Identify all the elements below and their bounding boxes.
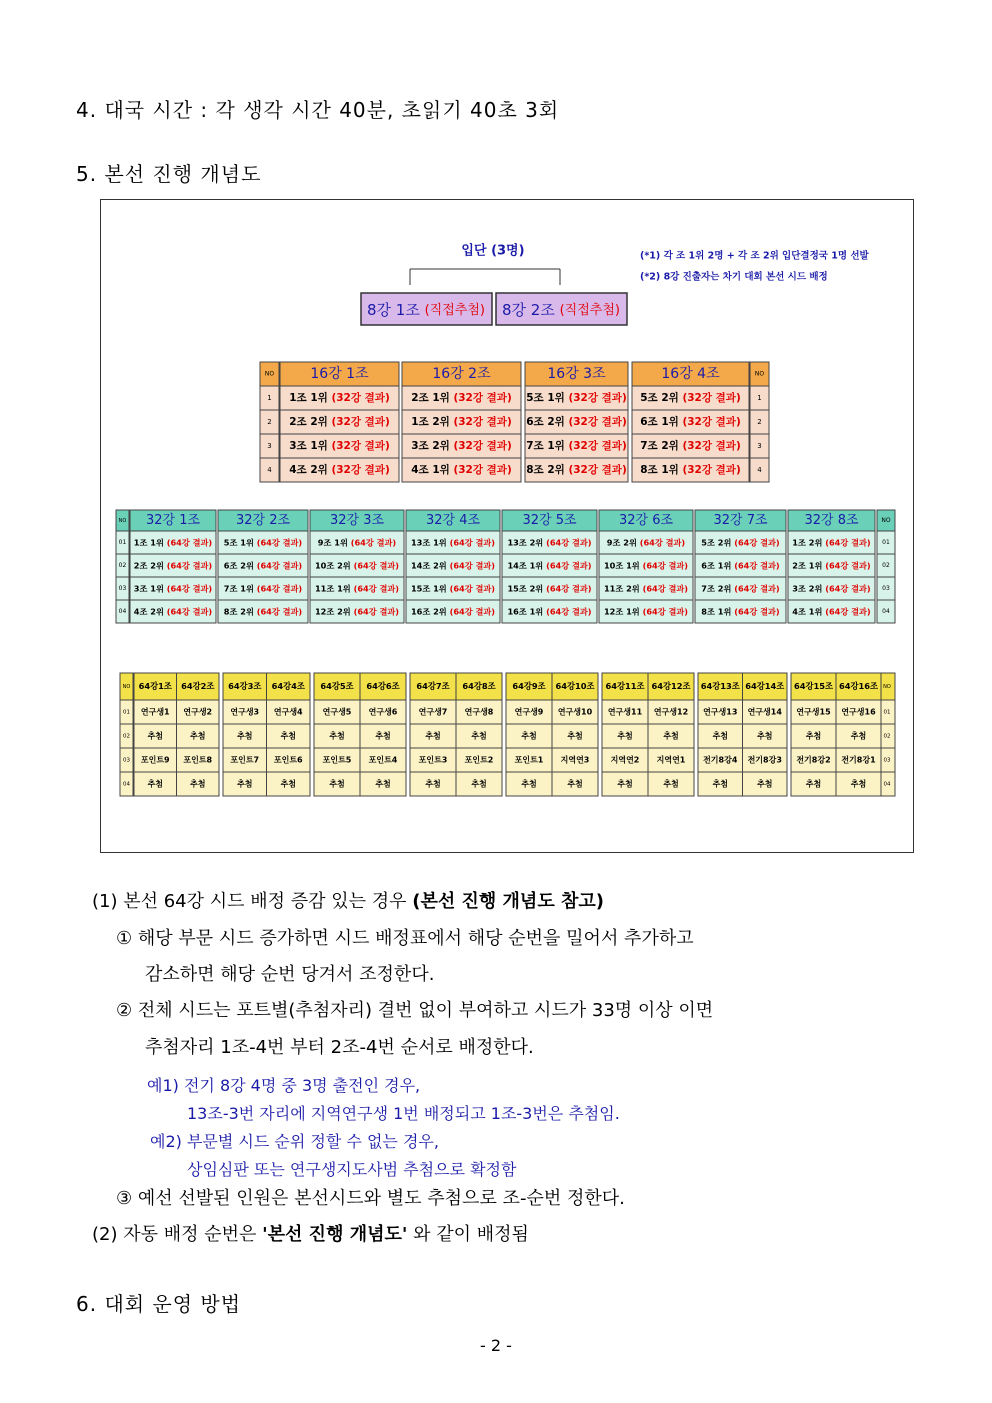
r64-cell-text: 연구생4: [273, 707, 303, 717]
r64-cell-text: 연구생6: [368, 707, 398, 717]
r16-cell-text: 1조 2위 (32강 결과): [411, 416, 512, 428]
r32-cell-text: 12조 1위 (64강 결과): [603, 606, 689, 616]
r32-cell-text: 8조 2위 (64강 결과): [223, 606, 303, 616]
r64-cell-text: 연구생3: [230, 707, 260, 717]
r64-cell-text: 지역연1: [656, 755, 686, 765]
paragraph-1-text: (1) 본선 64강 시드 배정 증감 있는 경우: [92, 891, 407, 912]
r64-cell-text: 추첨: [567, 779, 583, 789]
r32-cell-text: 3조 1위 (64강 결과): [133, 583, 213, 593]
r16-cell-text: 4조 2위 (32강 결과): [289, 464, 390, 476]
r64-group-label-7: 64강7조: [416, 681, 450, 691]
r64-cell-text: 추첨: [567, 731, 583, 741]
example-2-line-2: 상임심판 또는 연구생지도사범 추첨으로 확정함: [187, 1160, 517, 1179]
r32-group-label-2: 32강 2조: [235, 513, 291, 528]
r32-no-left-label: NO: [118, 518, 127, 524]
r32-cell-text: 4조 1위 (64강 결과): [792, 606, 871, 616]
clause-2-line-2: 추첨자리 1조-4번 부터 2조-4번 순서로 배정한다.: [145, 1037, 534, 1058]
r32-row-no-left: 04: [118, 608, 127, 615]
r64-row-no-left: 04: [123, 781, 130, 788]
r64-cell-text: 추첨: [425, 731, 441, 741]
clause-2-line-1: ② 전체 시드는 포트별(추첨자리) 결번 없이 부여하고 시드가 33명 이상 이면: [116, 1000, 714, 1021]
r32-row-no-left: 02: [118, 562, 127, 569]
r64-group-label-12: 64강12조: [651, 681, 691, 691]
r16-cell-text: 3조 1위 (32강 결과): [289, 440, 390, 452]
r32-cell-text: 12조 2위 (64강 결과): [314, 606, 400, 616]
r64-row-no-right: 03: [883, 757, 891, 764]
r32-row-no-left: 03: [118, 585, 127, 592]
clause-1-line-1: ① 해당 부문 시드 증가하면 시드 배정표에서 해당 순번을 밀어서 추가하고: [116, 928, 694, 949]
r32-cell-text: 10조 1위 (64강 결과): [603, 560, 689, 570]
r64-cell-text: 추첨: [712, 731, 728, 741]
r64-group-label-10: 64강10조: [555, 681, 595, 691]
r32-row-no-right: 03: [882, 585, 890, 592]
r32-cell-text: 9조 2위 (64강 결과): [606, 537, 686, 547]
final-box-label-2: 8강 2조 (직접추첨): [502, 300, 620, 319]
r64-row-no-right: 02: [883, 733, 891, 740]
r32-cell-text: 10조 2위 (64강 결과): [314, 560, 400, 570]
r64-group-label-8: 64강8조: [462, 681, 496, 691]
r32-cell-text: 16조 2위 (64강 결과): [410, 606, 496, 616]
r64-group-label-15: 64강15조: [793, 681, 834, 691]
r32-cell-text: 2조 2위 (64강 결과): [133, 560, 213, 570]
r16-row-no-left: 4: [267, 466, 272, 474]
r16-group-label-4: 16강 4조: [661, 366, 720, 382]
r32-cell-text: 11조 2위 (64강 결과): [603, 583, 689, 593]
r64-cell-text: 추첨: [471, 779, 487, 789]
r64-cell-text: 연구생11: [607, 707, 643, 717]
r64-group-label-14: 64강14조: [745, 681, 785, 691]
r16-row-no-left: 3: [267, 442, 272, 450]
r64-cell-text: 추첨: [375, 731, 391, 741]
r32-cell-text: 1조 2위 (64강 결과): [792, 537, 871, 547]
r64-cell-text: 추첨: [190, 731, 206, 741]
r32-group-label-5: 32강 5조: [522, 513, 577, 528]
r64-no-left-label: NO: [122, 684, 131, 690]
r16-row-no-right: 2: [757, 418, 762, 426]
r32-cell-text: 4조 2위 (64강 결과): [133, 606, 213, 616]
r64-cell-text: 포인트1: [514, 755, 544, 765]
r64-group-label-9: 64강9조: [512, 681, 546, 691]
r16-row-no-left: 2: [267, 418, 272, 426]
r32-cell-text: 16조 1위 (64강 결과): [507, 606, 592, 616]
r64-group-label-2: 64강2조: [181, 681, 215, 691]
r64-row-no-left: 01: [123, 709, 130, 716]
r16-group-label-3: 16강 3조: [547, 366, 606, 382]
r64-cell-text: 포인트3: [418, 755, 448, 765]
paragraph-2-text-a: (2) 자동 배정 순번은: [92, 1224, 257, 1245]
r16-cell-text: 6조 2위 (32강 결과): [526, 416, 627, 428]
r64-cell-text: 지역연3: [560, 755, 590, 765]
r32-cell-text: 6조 2위 (64강 결과): [223, 560, 303, 570]
r16-row-no-left: 1: [267, 394, 272, 402]
r64-cell-text: 전기8강4: [703, 755, 738, 765]
note-2: (*2) 8강 진출자는 차기 대회 본선 시드 배정: [640, 271, 828, 283]
r64-cell-text: 포인트4: [368, 755, 398, 765]
section-4-heading: 4. 대국 시간 : 각 생각 시간 40분, 초읽기 40초 3회: [76, 98, 560, 122]
r64-cell-text: 연구생12: [653, 707, 689, 717]
r64-row-no-right: 01: [883, 709, 891, 716]
r64-cell-text: 연구생10: [557, 707, 593, 717]
r64-cell-text: 추첨: [280, 779, 296, 789]
r16-no-left-label: NO: [264, 370, 275, 378]
page-number: - 2 -: [480, 1336, 512, 1355]
r32-cell-text: 8조 1위 (64강 결과): [701, 606, 780, 616]
r16-row-no-right: 1: [757, 394, 762, 402]
r64-cell-text: 추첨: [329, 731, 345, 741]
r16-group-label-1: 16강 1조: [310, 366, 369, 382]
r64-cell-text: 연구생9: [514, 707, 544, 717]
r64-cell-text: 연구생15: [796, 707, 831, 717]
r64-cell-text: 추첨: [147, 731, 163, 741]
r16-no-right-label: NO: [754, 370, 765, 378]
r64-cell-text: 추첨: [375, 779, 391, 789]
r64-cell-text: 추첨: [237, 779, 253, 789]
r16-group-label-2: 16강 2조: [432, 366, 491, 382]
r64-cell-text: 추첨: [329, 779, 345, 789]
r32-cell-text: 14조 2위 (64강 결과): [410, 560, 496, 570]
r64-cell-text: 포인트7: [230, 755, 260, 765]
r32-cell-text: 5조 1위 (64강 결과): [223, 537, 303, 547]
r64-row-no-left: 03: [123, 757, 130, 764]
r16-cell-text: 8조 1위 (32강 결과): [640, 464, 741, 476]
r64-group-label-1: 64강1조: [138, 681, 172, 691]
top-label: 입단 (3명): [461, 243, 525, 259]
r16-row-no-right: 4: [757, 466, 762, 474]
r64-cell-text: 연구생2: [183, 707, 213, 717]
example-1-line-1: 예1) 전기 8강 4명 중 3명 출전인 경우,: [147, 1076, 421, 1095]
r16-cell-text: 2조 2위 (32강 결과): [289, 416, 390, 428]
r64-cell-text: 연구생13: [703, 707, 738, 717]
r64-cell-text: 추첨: [280, 731, 296, 741]
r64-cell-text: 추첨: [190, 779, 206, 789]
r32-group-label-7: 32강 7조: [713, 513, 768, 528]
r32-cell-text: 6조 1위 (64강 결과): [701, 560, 780, 570]
r64-cell-text: 연구생16: [841, 707, 876, 717]
r16-cell-text: 3조 2위 (32강 결과): [411, 440, 512, 452]
example-1-line-2: 13조-3번 자리에 지역연구생 1번 배정되고 1조-3번은 추첨임.: [187, 1104, 620, 1123]
r64-group-label-4: 64강4조: [271, 681, 305, 691]
r64-group-label-6: 64강6조: [366, 681, 400, 691]
r32-cell-text: 15조 1위 (64강 결과): [410, 583, 496, 593]
r64-cell-text: 포인트8: [183, 755, 213, 765]
r64-group-label-5: 64강5조: [320, 681, 354, 691]
r64-cell-text: 포인트2: [464, 755, 494, 765]
r64-group-label-13: 64강13조: [700, 681, 740, 691]
r64-cell-text: 추첨: [850, 731, 867, 741]
r64-cell-text: 연구생7: [418, 707, 448, 717]
r64-group-label-3: 64강3조: [228, 681, 262, 691]
r64-cell-text: 추첨: [237, 731, 253, 741]
r32-row-no-right: 04: [882, 608, 890, 615]
r16-cell-text: 5조 1위 (32강 결과): [526, 392, 627, 404]
r64-cell-text: 포인트5: [322, 755, 352, 765]
r64-cell-text: 추첨: [712, 779, 728, 789]
r16-cell-text: 5조 2위 (32강 결과): [640, 392, 741, 404]
r32-row-no-right: 01: [882, 539, 890, 546]
r32-cell-text: 13조 1위 (64강 결과): [410, 537, 496, 547]
final-box-label-1: 8강 1조 (직접추첨): [367, 300, 485, 319]
r64-cell-text: 추첨: [425, 779, 441, 789]
r64-cell-text: 전기8강2: [796, 755, 831, 765]
r64-cell-text: 포인트6: [273, 755, 303, 765]
r64-cell-text: 연구생1: [140, 707, 170, 717]
r32-cell-text: 5조 2위 (64강 결과): [701, 537, 780, 547]
r16-cell-text: 7조 1위 (32강 결과): [526, 440, 627, 452]
r64-cell-text: 연구생5: [322, 707, 352, 717]
r64-cell-text: 추첨: [805, 731, 822, 741]
paragraph-1-reference: (본선 진행 개념도 참고): [412, 891, 604, 912]
r32-cell-text: 9조 1위 (64강 결과): [317, 537, 397, 547]
r64-cell-text: 추첨: [147, 779, 163, 789]
clause-3: ③ 예선 선발된 인원은 본선시드와 별도 추첨으로 조-순번 정한다.: [116, 1188, 625, 1209]
r64-row-no-right: 04: [883, 781, 891, 788]
r64-group-label-16: 64강16조: [838, 681, 879, 691]
r64-cell-text: 포인트9: [140, 755, 170, 765]
r32-cell-text: 13조 2위 (64강 결과): [507, 537, 592, 547]
paragraph-2-reference: '본선 진행 개념도': [262, 1224, 408, 1245]
r64-no-right-label: NO: [883, 684, 891, 690]
r32-cell-text: 14조 1위 (64강 결과): [507, 560, 592, 570]
r32-cell-text: 1조 1위 (64강 결과): [133, 537, 213, 547]
r64-cell-text: 추첨: [521, 779, 537, 789]
r32-cell-text: 2조 1위 (64강 결과): [792, 560, 871, 570]
section-5-heading: 5. 본선 진행 개념도: [76, 162, 262, 186]
section-6-heading: 6. 대회 운영 방법: [76, 1292, 242, 1316]
r64-group-label-11: 64강11조: [605, 681, 645, 691]
r64-cell-text: 추첨: [663, 779, 679, 789]
r32-no-right-label: NO: [881, 517, 891, 524]
r64-cell-text: 추첨: [663, 731, 679, 741]
r64-cell-text: 추첨: [757, 779, 773, 789]
r64-cell-text: 추첨: [805, 779, 822, 789]
tournament-diagram: [100, 199, 914, 853]
r64-cell-text: 추첨: [617, 779, 633, 789]
r64-cell-text: 추첨: [521, 731, 537, 741]
note-1: (*1) 각 조 1위 2명 + 각 조 2위 입단결정국 1명 선발: [640, 250, 869, 262]
r64-cell-text: 추첨: [850, 779, 867, 789]
r64-cell-text: 전기8강3: [747, 755, 782, 765]
r16-cell-text: 2조 1위 (32강 결과): [411, 392, 512, 404]
r32-group-label-4: 32강 4조: [425, 513, 481, 528]
r64-cell-text: 연구생8: [464, 707, 494, 717]
r32-row-no-left: 01: [118, 539, 127, 546]
r64-row-no-left: 02: [123, 733, 130, 740]
paragraph-2-text-b: 와 같이 배정됨: [413, 1224, 529, 1245]
r16-cell-text: 8조 2위 (32강 결과): [526, 464, 627, 476]
r32-group-label-6: 32강 6조: [618, 513, 674, 528]
r32-cell-text: 15조 2위 (64강 결과): [507, 583, 592, 593]
r32-cell-text: 3조 2위 (64강 결과): [792, 583, 871, 593]
r32-row-no-right: 02: [882, 562, 890, 569]
r64-cell-text: 추첨: [617, 731, 633, 741]
r64-cell-text: 추첨: [757, 731, 773, 741]
r16-cell-text: 7조 2위 (32강 결과): [640, 440, 741, 452]
r16-cell-text: 4조 1위 (32강 결과): [411, 464, 512, 476]
r16-cell-text: 6조 1위 (32강 결과): [640, 416, 741, 428]
paragraph-2: [92, 1220, 529, 1246]
clause-1-line-2: 감소하면 해당 순번 당겨서 조정한다.: [145, 964, 435, 985]
r32-cell-text: 11조 1위 (64강 결과): [314, 583, 400, 593]
r64-cell-text: 추첨: [471, 731, 487, 741]
r32-group-label-3: 32강 3조: [329, 513, 385, 528]
example-2-line-1: 예2) 부문별 시드 순위 정할 수 없는 경우,: [150, 1132, 439, 1151]
r32-cell-text: 7조 1위 (64강 결과): [223, 583, 303, 593]
r16-row-no-right: 3: [757, 442, 762, 450]
r32-group-label-8: 32강 8조: [804, 513, 859, 528]
r16-cell-text: 1조 1위 (32강 결과): [289, 392, 390, 404]
r64-cell-text: 연구생14: [747, 707, 782, 717]
r64-cell-text: 지역연2: [610, 755, 640, 765]
r32-cell-text: 7조 2위 (64강 결과): [701, 583, 780, 593]
r64-cell-text: 전기8강1: [841, 755, 876, 765]
r32-group-label-1: 32강 1조: [145, 513, 201, 528]
paragraph-1: [92, 887, 604, 913]
